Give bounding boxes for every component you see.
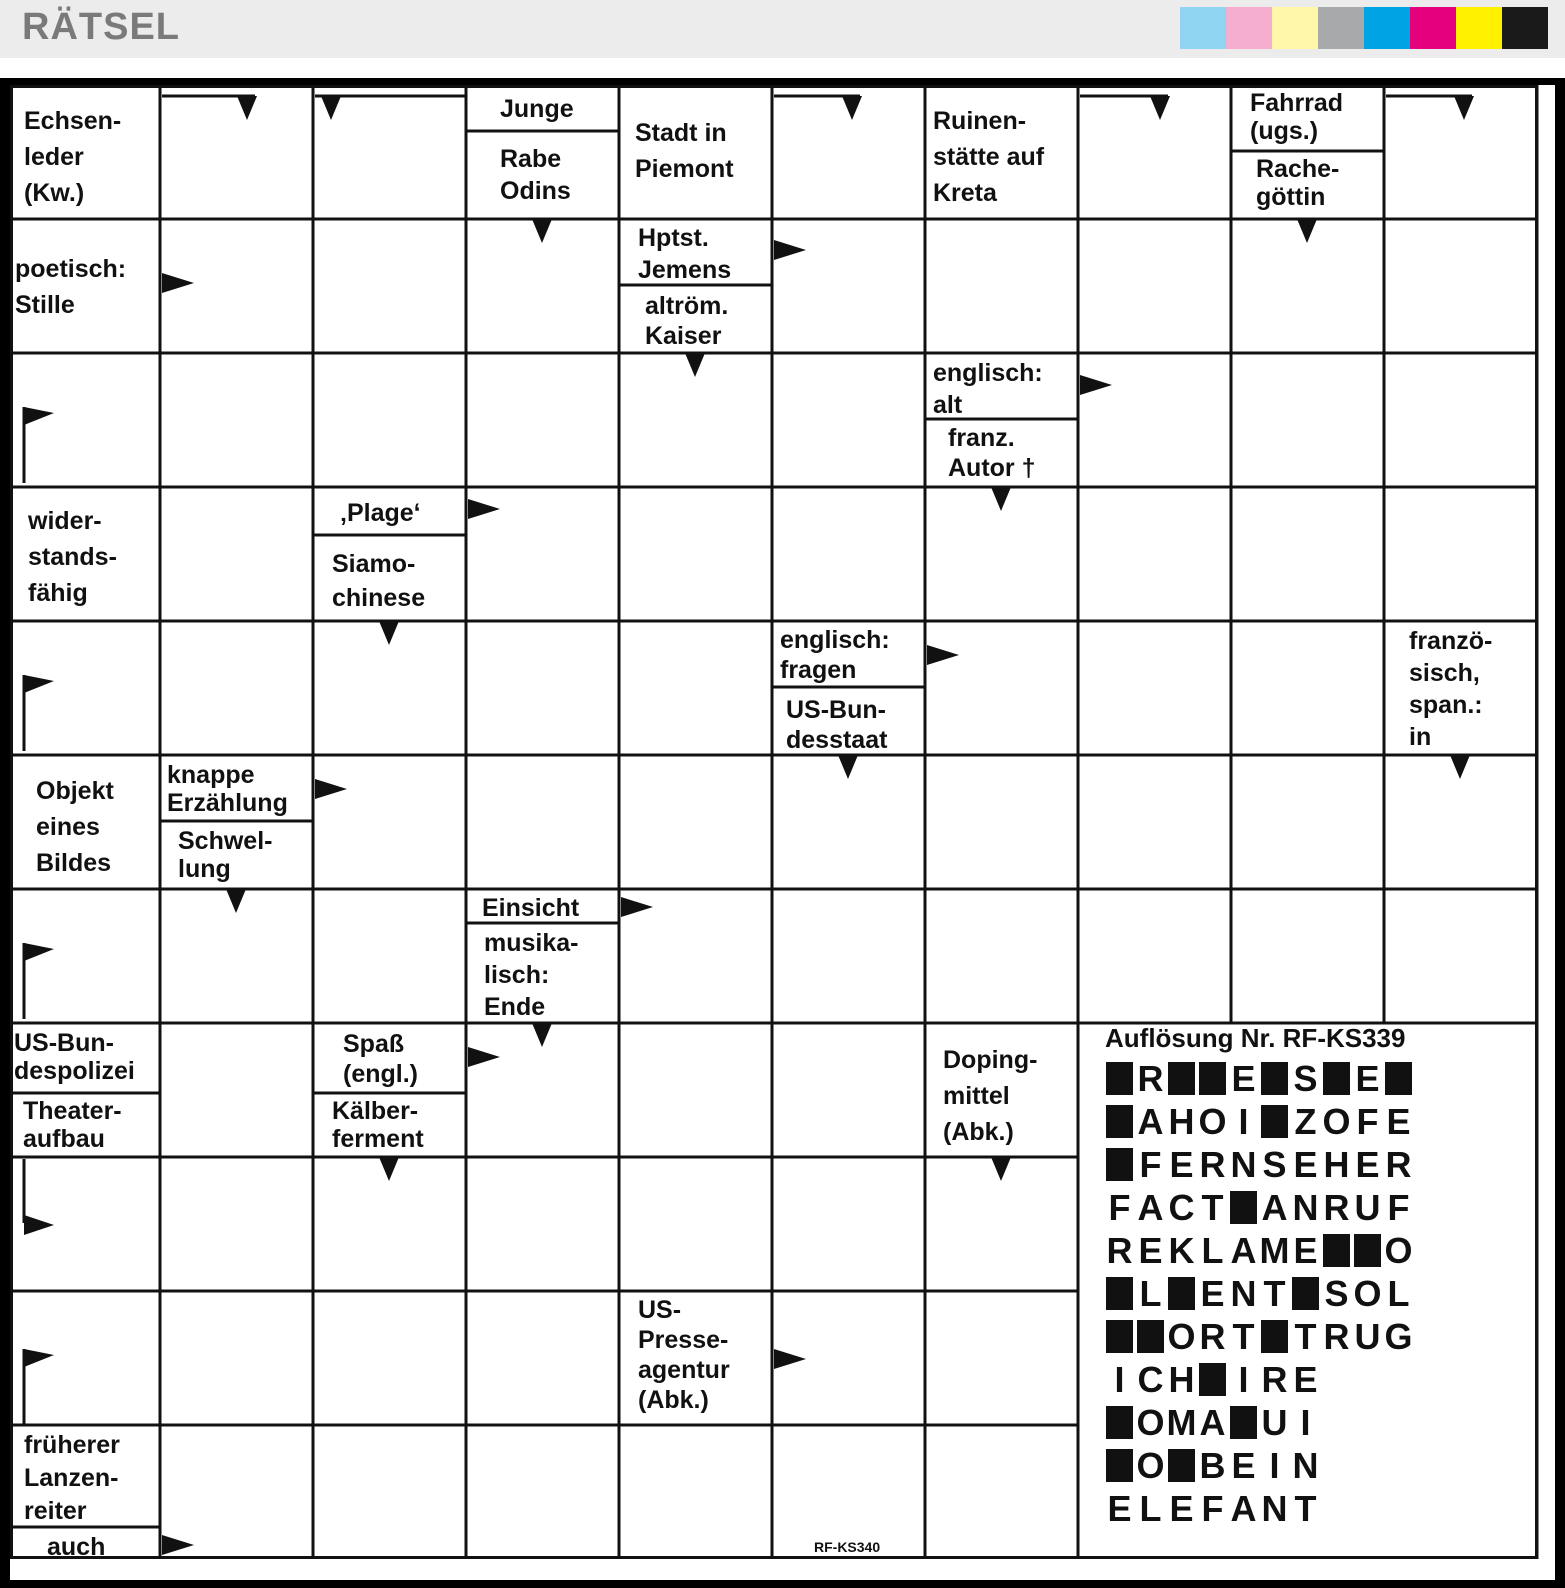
solution-letter: R [1385, 1144, 1412, 1185]
clue-line: eines [36, 813, 100, 841]
solution-letter: E [1293, 1230, 1318, 1271]
clue-line: Rabe [500, 145, 562, 173]
clue-line: Hptst. [638, 224, 709, 252]
clue-line: göttin [1256, 183, 1326, 211]
solution-block [1106, 1449, 1133, 1482]
clue-poetisch-stille [15, 251, 126, 323]
solution-row [1104, 1100, 1414, 1143]
color-swatch [1502, 7, 1548, 49]
solution-letter: S [1324, 1273, 1349, 1314]
clue-franzoesisch-span-in [1409, 625, 1492, 753]
solution-letter: R [1199, 1144, 1226, 1185]
solution-letter: A [1230, 1488, 1257, 1529]
clue-spass-engl [343, 1029, 418, 1089]
solution-block [1106, 1277, 1133, 1310]
clue-line: franz. [948, 424, 1015, 452]
solution-letter: H [1168, 1101, 1195, 1142]
solution-block [1168, 1449, 1195, 1482]
solution-block [1199, 1062, 1226, 1095]
clue-line: Spaß [343, 1030, 405, 1058]
solution-letter: E [1169, 1488, 1194, 1529]
solution-letter: N [1261, 1488, 1288, 1529]
clue-line: span.: [1409, 691, 1483, 719]
arrow-right-icon [468, 499, 500, 519]
clue-kaelberferment [332, 1097, 424, 1153]
solution-letter: R [1106, 1230, 1133, 1271]
solution-letter: N [1292, 1187, 1319, 1228]
clue-stadt-in-piemont [635, 115, 734, 187]
clue-line: agentur [638, 1356, 730, 1384]
clue-knappe-erzaehlung [167, 761, 288, 817]
arrow-right-icon [927, 645, 959, 665]
clue-line: stätte auf [933, 143, 1045, 171]
clue-echsenleder [24, 103, 121, 211]
solution-letter: U [1354, 1187, 1381, 1228]
clue-line: Junge [500, 95, 574, 123]
solution-letter: E [1231, 1445, 1256, 1486]
clue-us-presseagentur [638, 1295, 730, 1415]
solution-letter: R [1137, 1058, 1164, 1099]
solution-title: Auflösung Nr. RF-KS339 [1105, 1023, 1406, 1053]
clue-einsicht [482, 893, 579, 923]
arrow-down-icon [838, 755, 858, 779]
solution-block [1106, 1148, 1133, 1181]
clue-musikalisch-ende [484, 927, 578, 1023]
solution-block [1292, 1277, 1319, 1310]
clue-line: ‚Plage‘ [340, 499, 421, 527]
color-swatch [1272, 7, 1318, 49]
solution-letter: M [1166, 1402, 1197, 1443]
clue-line: US-Bun- [786, 696, 886, 724]
arrow-down-icon [1297, 219, 1317, 243]
clue-line: Ende [484, 993, 546, 1021]
arrow-right-icon [315, 779, 347, 799]
solution-row [1104, 1401, 1414, 1444]
solution-letter: O [1198, 1101, 1227, 1142]
clue-line: Kaiser [645, 322, 722, 350]
clue-fahrrad [1250, 89, 1343, 145]
solution-block [1106, 1105, 1133, 1138]
solution-block [1261, 1320, 1288, 1353]
arrow-down-icon [532, 219, 552, 243]
solution-letter: O [1353, 1273, 1382, 1314]
solution-letter: O [1167, 1316, 1196, 1357]
clue-line: ferment [332, 1125, 424, 1153]
solution-letter: T [1263, 1273, 1286, 1314]
clue-line: Bildes [36, 849, 112, 877]
solution-row [1104, 1444, 1414, 1487]
solution-block [1106, 1406, 1133, 1439]
arrow-right-icon [162, 273, 194, 293]
arrow-right-icon [621, 897, 653, 917]
puzzle-frame [0, 78, 1565, 1588]
clue-line: sisch, [1409, 659, 1480, 687]
clue-line: leder [24, 143, 84, 171]
solution-letter: H [1323, 1144, 1350, 1185]
clue-hptst-jemens [638, 222, 731, 286]
solution-letter: C [1137, 1359, 1164, 1400]
clue-altroem-kaiser [645, 291, 728, 351]
arrow-down-icon [379, 621, 399, 645]
solution-row [1104, 1186, 1414, 1229]
solution-letter: T [1201, 1187, 1224, 1228]
clue-line: Objekt [36, 777, 114, 805]
clue-line: Echsen- [24, 107, 122, 135]
solution-letter: U [1261, 1402, 1288, 1443]
solution-letter: T [1294, 1316, 1317, 1357]
solution-letter: N [1230, 1144, 1257, 1185]
clue-line: poetisch: [15, 255, 127, 283]
clue-us-bundespolizei [14, 1029, 135, 1085]
solution-letter: E [1386, 1101, 1411, 1142]
solution-letter: B [1199, 1445, 1226, 1486]
clue-line: englisch: [780, 626, 890, 654]
clue-line: auch [47, 1533, 106, 1561]
clue-line: (engl.) [343, 1060, 418, 1088]
arrow-down-icon [321, 96, 341, 120]
solution-block [1199, 1363, 1226, 1396]
clue-line: US-Bun- [14, 1029, 114, 1057]
solution-letter: E [1107, 1488, 1132, 1529]
solution-letter: E [1293, 1144, 1318, 1185]
clue-ruinenstaette [933, 103, 1044, 211]
clue-line: lisch: [484, 961, 550, 989]
solution-letter: O [1384, 1230, 1413, 1271]
solution-letter: I [1114, 1359, 1125, 1400]
solution-block [1323, 1062, 1350, 1095]
clue-franz-autor [948, 423, 1036, 483]
clue-line: despolizei [14, 1057, 135, 1085]
clue-line: lung [178, 855, 231, 883]
arrow-down-icon [226, 889, 246, 913]
clue-theateraufbau [23, 1097, 122, 1153]
solution-letter: T [1232, 1316, 1255, 1357]
clue-line: alt [933, 391, 963, 419]
solution-letter: O [1136, 1445, 1165, 1486]
color-swatch-strip [1180, 7, 1548, 49]
arrow-right-icon [24, 407, 54, 425]
solution-letter: F [1108, 1187, 1131, 1228]
color-swatch [1364, 7, 1410, 49]
clue-line: englisch: [933, 359, 1043, 387]
clue-frueherer-lanzenreiter [24, 1429, 120, 1528]
clue-line: Autor † [948, 454, 1036, 482]
solution-letter: L [1387, 1273, 1410, 1314]
clue-line: Theater- [23, 1097, 122, 1125]
clue-line: US- [638, 1296, 682, 1324]
clue-line: aufbau [23, 1125, 105, 1153]
solution-block [1261, 1062, 1288, 1095]
clue-line: wider- [28, 507, 102, 535]
solution-letter: R [1199, 1316, 1226, 1357]
clue-line: Erzählung [167, 789, 288, 817]
clue-line: desstaat [786, 726, 888, 754]
clue-line: Kälber- [332, 1097, 419, 1125]
solution-letter: L [1139, 1488, 1162, 1529]
solution-letter: A [1199, 1402, 1226, 1443]
clue-line: in [1409, 723, 1432, 751]
solution-letter: F [1356, 1101, 1379, 1142]
arrow-down-icon [532, 1023, 552, 1047]
clue-line: Piemont [635, 155, 734, 183]
clue-widerstandsfaehig [28, 503, 117, 611]
clue-line: knappe [167, 761, 255, 789]
solution-letter: N [1292, 1445, 1319, 1486]
color-swatch [1226, 7, 1272, 49]
solution-block [1230, 1191, 1257, 1224]
solution-letter: L [1139, 1273, 1162, 1314]
clue-line: Rache- [1256, 155, 1340, 183]
arrow-down-icon [1150, 96, 1170, 120]
solution-letter: G [1384, 1316, 1413, 1357]
solution-letter: L [1201, 1230, 1224, 1271]
solution-letter: R [1323, 1316, 1350, 1357]
clue-line: Schwel- [178, 827, 273, 855]
solution-row [1104, 1315, 1414, 1358]
clue-line: franzö- [1409, 627, 1493, 655]
arrow-right-icon [24, 1215, 54, 1235]
solution-row [1104, 1143, 1414, 1186]
arrow-right-icon [24, 675, 54, 693]
color-swatch [1180, 7, 1226, 49]
solution-block [1261, 1105, 1288, 1138]
header-bar [0, 0, 1565, 58]
arrow-down-icon [1450, 755, 1470, 779]
solution-letter: A [1137, 1101, 1164, 1142]
solution-letter: S [1262, 1144, 1287, 1185]
solution-letter: H [1168, 1359, 1195, 1400]
solution-letter: E [1169, 1144, 1194, 1185]
color-swatch [1456, 7, 1502, 49]
solution-letter: F [1139, 1144, 1162, 1185]
solution-letter: A [1230, 1230, 1257, 1271]
clue-line: Ruinen- [933, 107, 1027, 135]
solution-letter: E [1231, 1058, 1256, 1099]
solution-grid [1104, 1057, 1414, 1530]
solution-letter: E [1293, 1359, 1318, 1400]
clue-line: fragen [780, 656, 857, 684]
page-title: RÄTSEL [22, 6, 180, 48]
clue-objekt-eines-bildes [36, 773, 114, 881]
solution-letter: T [1294, 1488, 1317, 1529]
solution-letter: N [1230, 1273, 1257, 1314]
solution-letter: I [1238, 1101, 1249, 1142]
clue-line: mittel [943, 1082, 1010, 1110]
solution-row [1104, 1057, 1414, 1100]
clue-junge [500, 93, 574, 125]
clue-line: (Abk.) [638, 1386, 709, 1414]
solution-row [1104, 1358, 1414, 1401]
solution-row [1104, 1229, 1414, 1272]
arrow-right-icon [468, 1047, 500, 1067]
solution-block [1137, 1320, 1164, 1353]
solution-row [1104, 1487, 1414, 1530]
solution-letter: Z [1294, 1101, 1317, 1142]
solution-block [1168, 1277, 1195, 1310]
clue-rachegoettin [1256, 155, 1339, 211]
arrow-down-icon [991, 487, 1011, 511]
clue-schwellung [178, 827, 272, 883]
solution-letter: E [1355, 1058, 1380, 1099]
solution-block [1385, 1062, 1412, 1095]
clue-line: Kreta [933, 179, 997, 207]
solution-letter: I [1238, 1359, 1249, 1400]
clue-englisch-fragen [780, 625, 890, 685]
solution-letter: A [1261, 1187, 1288, 1228]
solution-letter: O [1322, 1101, 1351, 1142]
clue-line: Stadt in [635, 119, 727, 147]
solution-letter: O [1136, 1402, 1165, 1443]
solution-letter: K [1168, 1230, 1195, 1271]
arrow-right-icon [24, 943, 54, 961]
clue-line: Presse- [638, 1326, 729, 1354]
solution-letter: U [1354, 1316, 1381, 1357]
clue-englisch-alt [933, 357, 1043, 421]
clue-line: (ugs.) [1250, 117, 1319, 145]
solution-letter: C [1168, 1187, 1195, 1228]
arrow-down-icon [991, 1157, 1011, 1181]
color-swatch [1318, 7, 1364, 49]
arrow-down-icon [1454, 96, 1474, 120]
solution-letter: A [1137, 1187, 1164, 1228]
solution-block [1168, 1062, 1195, 1095]
clue-siamochinese [332, 547, 425, 615]
solution-block [1106, 1062, 1133, 1095]
color-swatch [1410, 7, 1456, 49]
solution-block [1106, 1320, 1133, 1353]
clue-dopingmittel [943, 1042, 1037, 1150]
solution-letter: S [1293, 1058, 1318, 1099]
solution-row [1104, 1272, 1414, 1315]
solution-block [1230, 1406, 1257, 1439]
solution-letter: E [1355, 1144, 1380, 1185]
arrow-right-icon [774, 240, 806, 260]
clue-line: (Abk.) [943, 1118, 1014, 1146]
arrow-down-icon [379, 1157, 399, 1181]
solution-letter: R [1261, 1359, 1288, 1400]
arrow-down-icon [842, 96, 862, 120]
clue-line: Odins [500, 177, 571, 205]
clue-auch [47, 1531, 105, 1563]
clue-line: (Kw.) [24, 179, 85, 207]
clue-line: stands- [28, 543, 117, 571]
arrow-right-icon [162, 1535, 194, 1555]
solution-letter: M [1259, 1230, 1290, 1271]
solution-letter: E [1200, 1273, 1225, 1314]
solution-letter: R [1323, 1187, 1350, 1228]
clue-plage [340, 497, 421, 529]
clue-us-bundesstaat [786, 695, 887, 755]
arrow-down-icon [685, 353, 705, 377]
clue-line: Siamo- [332, 550, 416, 578]
solution-letter: F [1387, 1187, 1410, 1228]
clue-line: Stille [15, 291, 75, 319]
clue-line: Doping- [943, 1046, 1038, 1074]
solution-letter: F [1201, 1488, 1224, 1529]
arrow-down-icon [237, 96, 257, 120]
clue-line: Einsicht [482, 894, 580, 922]
solution-block [1323, 1234, 1350, 1267]
arrow-right-icon [1080, 375, 1112, 395]
clue-line: Fahrrad [1250, 89, 1344, 117]
clue-line: Jemens [638, 256, 732, 284]
clue-line: altröm. [645, 292, 729, 320]
puzzle-board [10, 85, 1555, 1580]
clue-rabe-odins [500, 143, 571, 207]
clue-line: musika- [484, 929, 579, 957]
clue-line: reiter [24, 1497, 87, 1525]
clue-line: chinese [332, 584, 426, 612]
arrow-right-icon [24, 1349, 54, 1367]
solution-letter: E [1138, 1230, 1163, 1271]
clue-line: früherer [24, 1431, 120, 1459]
clue-line: Lanzen- [24, 1464, 119, 1492]
arrow-right-icon [774, 1349, 806, 1369]
clue-line: fähig [28, 579, 88, 607]
solution-letter: I [1300, 1402, 1311, 1443]
solution-letter: I [1269, 1445, 1280, 1486]
solution-block [1354, 1234, 1381, 1267]
puzzle-code: RF-KS340 [814, 1539, 881, 1555]
